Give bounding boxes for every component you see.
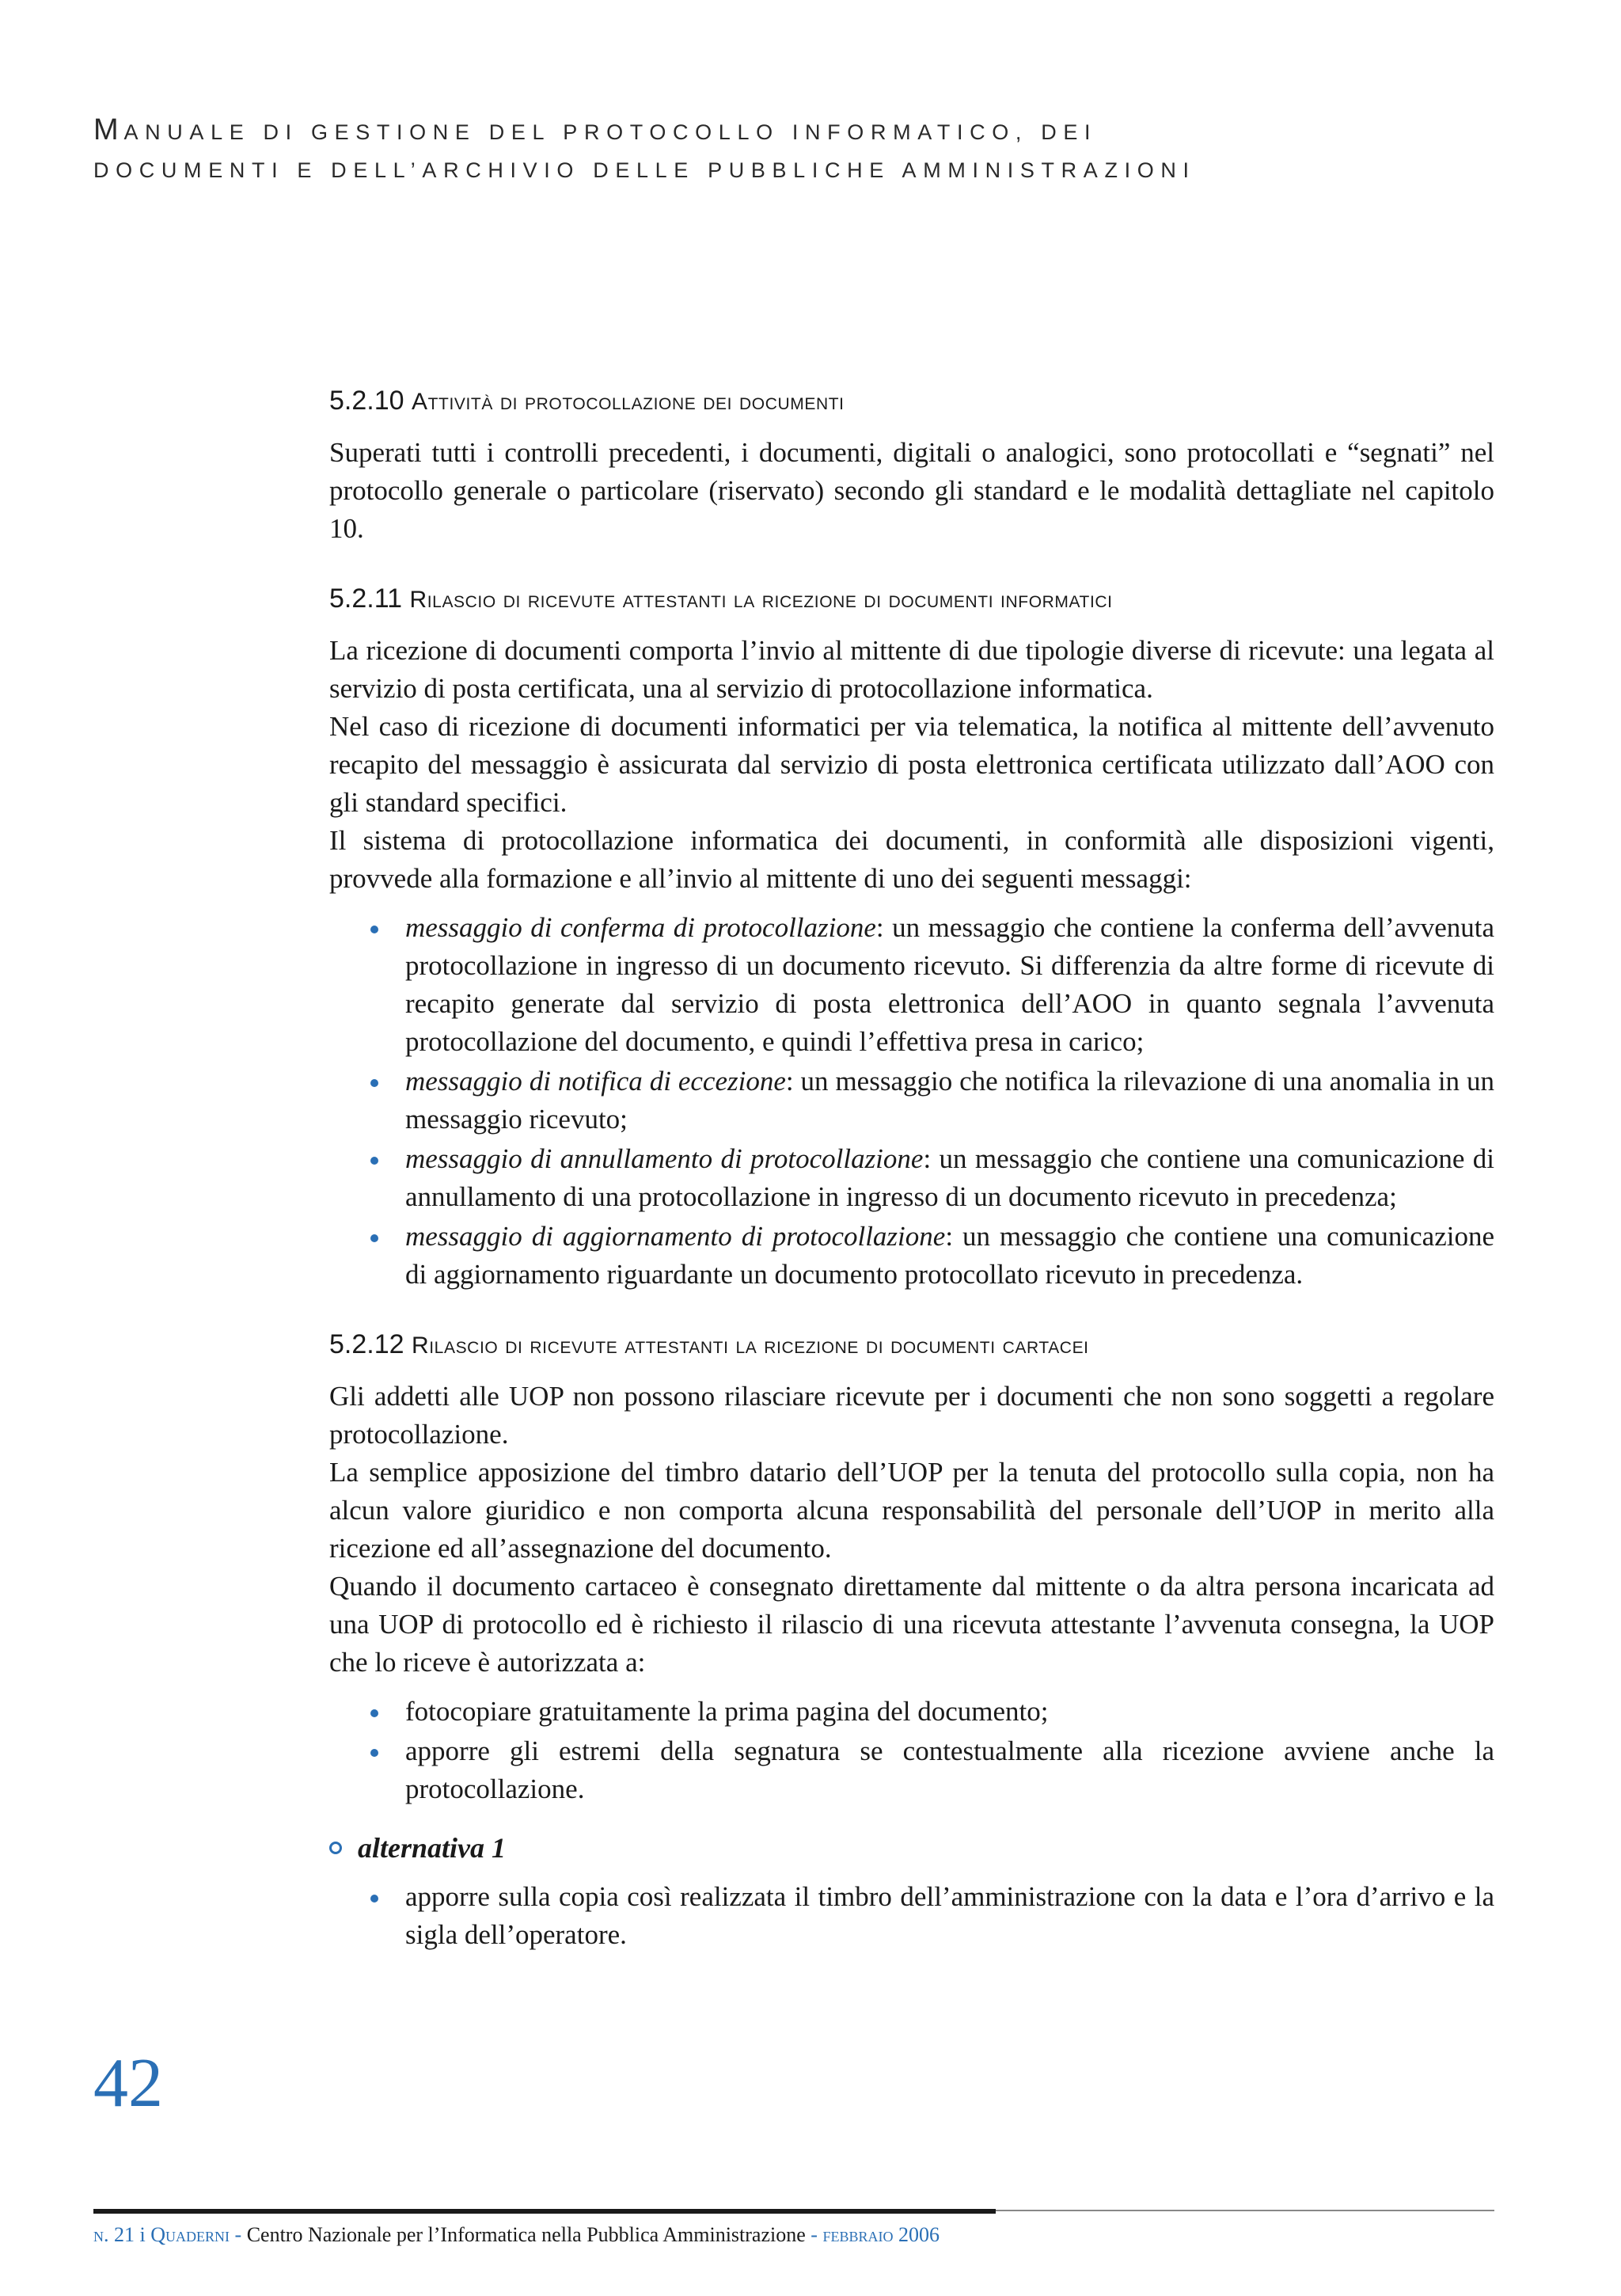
section-number: 5.2.10 bbox=[329, 386, 404, 416]
footer-series: Quaderni bbox=[150, 2223, 230, 2246]
receipt-actions-list bbox=[329, 1693, 1494, 1808]
footer-separator: i bbox=[139, 2223, 146, 2246]
list-item-text: apporre gli estremi della segnatura se contestualmente alla ricezione avviene anche la protocollazione. bbox=[405, 1735, 1494, 1804]
footer-divider-thin bbox=[996, 2210, 1494, 2211]
section-title: Attività di protocollazione dei documenti bbox=[411, 389, 845, 415]
paragraph: La ricezione di documenti comporta l’invio al mittente di due tipologie diverse di ricevute: una legata al servizio di posta certificata, una al servizio di protocollazione informatica. bbox=[329, 635, 1494, 704]
section-heading bbox=[329, 1325, 1494, 1365]
circle-bullet-icon bbox=[329, 1842, 342, 1854]
paragraph: Superati tutti i controlli precedenti, i documenti, digitali o analogici, sono protocollati e “segnati” nel protocollo generale o particolare (riservato) secondo gli standard e le modalità dettagliate nel capitolo 10. bbox=[329, 437, 1494, 544]
bullet-icon bbox=[370, 1709, 378, 1717]
alternative-list bbox=[329, 1878, 1494, 1954]
header-initial: M bbox=[93, 113, 124, 146]
paragraph: Il sistema di protocollazione informatica dei documenti, in conformità alle disposizioni vigenti, provvede alla formazione e all’invio al mittente di uno dei seguenti messaggi: bbox=[329, 825, 1494, 894]
page-number: 42 bbox=[93, 2045, 163, 2122]
footer-date: febbraio 2006 bbox=[822, 2223, 940, 2246]
alternative-heading bbox=[329, 1829, 1494, 1867]
footer-divider-thick bbox=[93, 2209, 996, 2214]
footer-issue: n. 21 bbox=[93, 2223, 135, 2246]
running-header-line-1 bbox=[93, 111, 1542, 151]
header-line-1-text: ANUALE DI GESTIONE DEL PROTOCOLLO INFORMATICO, DEI bbox=[123, 120, 1098, 144]
paragraph: Gli addetti alle UOP non possono rilasciare ricevute per i documenti che non sono soggetti a regolare protocollazione. bbox=[329, 1381, 1494, 1450]
list-item bbox=[329, 909, 1494, 1061]
list-item bbox=[329, 1693, 1494, 1731]
list-item-term: messaggio di notifica di eccezione bbox=[405, 1066, 786, 1097]
list-item-text: : un messaggio che contiene una comunicazione di aggiornamento riguardante un documento protocollato ricevuto in precedenza. bbox=[405, 1221, 1494, 1290]
bullet-icon bbox=[370, 1234, 378, 1242]
bullet-icon bbox=[370, 1079, 378, 1087]
list-item-text: : un messaggio che contiene la conferma dell’avvenuta protocollazione in ingresso di un documento ricevuto. Si differenzia da altre forme di ricevute di recapito generate dal servizio di posta elettronica dell’AOO in quanto segnala l’avvenuta protocollazione del documento, e quindi l’effettiva presa in carico; bbox=[405, 912, 1495, 1057]
running-header-line-2: DOCUMENTI E DELL’ARCHIVIO DELLE PUBBLICHE AMMINISTRAZIONI bbox=[93, 158, 1196, 182]
footer-publisher: Centro Nazionale per l’Informatica nella Pubblica Amministrazione bbox=[246, 2223, 806, 2246]
paragraph: La semplice apposizione del timbro datario dell’UOP per la tenuta del protocollo sulla copia, non ha alcun valore giuridico e non comporta alcuna responsabilità del personale dell’UOP in merito alla ricezione ed all’assegnazione del documento. bbox=[329, 1457, 1494, 1564]
list-item-term: messaggio di conferma di protocollazione bbox=[405, 912, 876, 943]
message-types-list bbox=[329, 909, 1494, 1294]
section-heading bbox=[329, 382, 1494, 421]
section-5-2-10 bbox=[329, 382, 1494, 548]
list-item bbox=[329, 1140, 1494, 1216]
section-title: Rilascio di ricevute attestanti la ricezione di documenti informatici bbox=[409, 587, 1113, 613]
bullet-icon bbox=[370, 926, 378, 933]
bullet-icon bbox=[370, 1157, 378, 1165]
alternative-label: alternativa 1 bbox=[358, 1832, 506, 1864]
section-title: Rilascio di ricevute attestanti la ricezione di documenti cartacei bbox=[411, 1332, 1089, 1359]
footer-dash: - bbox=[805, 2223, 823, 2246]
list-item-text: : un messaggio che contiene una comunicazione di annullamento di una protocollazione in ingresso di un documento ricevuto in precedenza; bbox=[405, 1143, 1494, 1212]
list-item-term: messaggio di aggiornamento di protocollazione bbox=[405, 1221, 946, 1252]
list-item bbox=[329, 1062, 1494, 1138]
paragraph: Nel caso di ricezione di documenti informatici per via telematica, la notifica al mittente dell’avvenuto recapito del messaggio è assicurata dal servizio di posta elettronica certificata utilizzato dall’AOO con gli standard specifici. bbox=[329, 711, 1494, 818]
list-item-text: apporre sulla copia così realizzata il timbro dell’amministrazione con la data e l’ora d’arrivo e la sigla dell’operatore. bbox=[405, 1881, 1494, 1950]
section-5-2-11 bbox=[329, 580, 1494, 1294]
paragraph: Quando il documento cartaceo è consegnato direttamente dal mittente o da altra persona incaricata ad una UOP di protocollo ed è richiesto il rilascio di una ricevuta attestante l’avvenuta consegna, la UOP che lo riceve è autorizzata a: bbox=[329, 1571, 1494, 1678]
list-item bbox=[329, 1732, 1494, 1808]
bullet-icon bbox=[370, 1895, 378, 1903]
section-number: 5.2.12 bbox=[329, 1329, 404, 1359]
section-heading bbox=[329, 580, 1494, 619]
running-header bbox=[93, 111, 1542, 189]
list-item-text: : un messaggio che notifica la rilevazione di una anomalia in un messaggio ricevuto; bbox=[405, 1066, 1494, 1135]
main-text-column bbox=[329, 382, 1494, 1956]
list-item bbox=[329, 1218, 1494, 1294]
list-item-text: fotocopiare gratuitamente la prima pagina del documento; bbox=[405, 1696, 1049, 1727]
list-item-term: messaggio di annullamento di protocollazione bbox=[405, 1143, 924, 1174]
page-footer bbox=[93, 2223, 940, 2247]
section-5-2-12 bbox=[329, 1325, 1494, 1954]
section-number: 5.2.11 bbox=[329, 584, 403, 614]
list-item bbox=[329, 1878, 1494, 1954]
footer-divider bbox=[93, 2209, 1494, 2212]
footer-dash: - bbox=[230, 2223, 247, 2246]
bullet-icon bbox=[370, 1749, 378, 1757]
